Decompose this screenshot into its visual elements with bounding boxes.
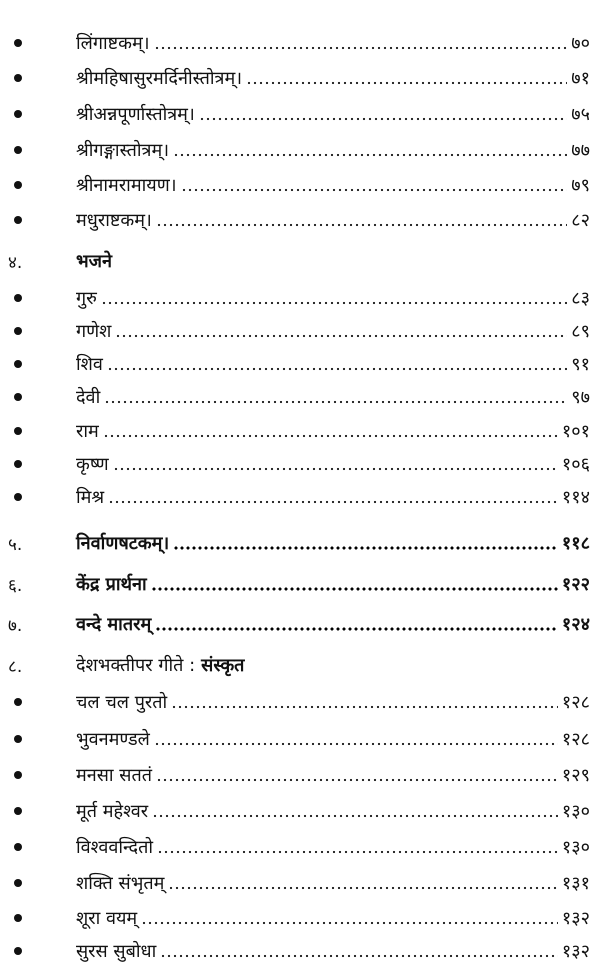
entry-page: ७५ <box>571 104 590 125</box>
entry-page: ८३ <box>571 288 590 309</box>
entry-title: शक्ति संभृतम् <box>76 873 165 894</box>
toc-entry[interactable] <box>0 722 600 756</box>
bullet-icon <box>14 393 22 401</box>
leader-dots <box>160 954 558 958</box>
bullet-icon <box>14 914 22 922</box>
entry-page: १०६ <box>561 454 590 475</box>
section-number: ५. <box>8 534 23 555</box>
leader-dots <box>154 742 558 746</box>
entry-title: श्रीमहिषासुरमर्दिनीस्तोत्रम्। <box>76 68 243 89</box>
entry-page: १२४ <box>561 614 590 635</box>
section-title: वन्दे मातरम् <box>76 614 152 635</box>
section-title: निर्वाणषटकम्। <box>76 533 170 554</box>
leader-dots <box>115 334 567 338</box>
entry-title: कृष्ण <box>76 454 109 475</box>
bullet-icon <box>14 947 22 955</box>
toc-entry[interactable] <box>0 934 600 968</box>
toc-entry[interactable] <box>0 203 600 237</box>
entry-page: १२९ <box>561 765 590 786</box>
toc-entry-section-7[interactable] <box>0 607 600 641</box>
toc-entry[interactable] <box>0 380 600 414</box>
leader-dots <box>113 467 558 471</box>
leader-dots <box>246 81 567 85</box>
leader-dots <box>101 301 567 305</box>
entry-page: ७९ <box>571 175 590 196</box>
leader-dots <box>108 500 558 504</box>
toc-entry-section-6[interactable] <box>0 567 600 601</box>
entry-title: राम <box>76 421 99 442</box>
section-number: ८. <box>8 656 23 677</box>
bullet-icon <box>14 216 22 224</box>
section-title: भजने <box>76 251 112 272</box>
entry-title: शूरा वयम् <box>76 908 138 929</box>
toc-entry[interactable] <box>0 314 600 348</box>
leader-dots <box>151 587 558 591</box>
toc-entry[interactable] <box>0 61 600 95</box>
entry-title: देवी <box>76 387 101 408</box>
entry-page: १३१ <box>561 873 590 894</box>
leader-dots <box>155 627 558 631</box>
toc-entry[interactable] <box>0 866 600 900</box>
toc-entry[interactable] <box>0 414 600 448</box>
entry-title: मूर्त महेश्वर <box>76 801 149 822</box>
toc-entry[interactable] <box>0 168 600 202</box>
toc-entry[interactable] <box>0 901 600 935</box>
bullet-icon <box>14 294 22 302</box>
entry-title: शिव <box>76 354 103 375</box>
entry-page: ८९ <box>571 321 590 342</box>
leader-dots <box>173 153 567 157</box>
entry-page: ७० <box>571 33 590 54</box>
bullet-icon <box>14 735 22 743</box>
leader-dots <box>171 705 558 709</box>
section-title: केंद्र प्रार्थना <box>76 574 147 595</box>
leader-dots <box>156 778 558 782</box>
section-heading-4 <box>0 244 600 278</box>
entry-title: भुवनमण्डले <box>76 729 150 750</box>
entry-page: १२२ <box>561 574 590 595</box>
bullet-icon <box>14 110 22 118</box>
entry-page: ८२ <box>571 210 590 231</box>
entry-page: ७७ <box>571 140 590 161</box>
entry-page: १३२ <box>561 941 590 962</box>
entry-page: १३० <box>561 837 590 858</box>
bullet-icon <box>14 74 22 82</box>
entry-title: श्रीनामरामायण। <box>76 175 177 196</box>
toc-entry-section-5[interactable] <box>0 526 600 560</box>
entry-page: ७१ <box>571 68 590 89</box>
bullet-icon <box>14 146 22 154</box>
leader-dots <box>157 850 558 854</box>
leader-dots <box>181 188 568 192</box>
toc-entry[interactable] <box>0 97 600 131</box>
toc-entry[interactable] <box>0 480 600 514</box>
leader-dots <box>103 434 558 438</box>
toc-entry[interactable] <box>0 26 600 60</box>
leader-dots <box>156 223 567 227</box>
entry-title: लिंगाष्टकम्। <box>76 33 150 54</box>
bullet-icon <box>14 460 22 468</box>
toc-entry[interactable] <box>0 133 600 167</box>
entry-page: ११४ <box>561 487 590 508</box>
leader-dots <box>107 367 567 371</box>
entry-title: मधुराष्टकम्। <box>76 210 152 231</box>
bullet-icon <box>14 879 22 887</box>
entry-title: श्रीअन्नपूर्णास्तोत्रम्। <box>76 104 195 125</box>
entry-page: १३० <box>561 801 590 822</box>
section-number: ६. <box>8 575 23 596</box>
entry-title: सुरस सुबोधा <box>76 941 157 962</box>
entry-title: मनसा सततं <box>76 765 152 786</box>
bullet-icon <box>14 843 22 851</box>
bullet-icon <box>14 493 22 501</box>
bullet-icon <box>14 698 22 706</box>
entry-title: विश्ववन्दितो <box>76 837 154 858</box>
entry-title: चल चल पुरतो <box>76 692 168 713</box>
toc-entry[interactable] <box>0 447 600 481</box>
toc-entry[interactable] <box>0 347 600 381</box>
bullet-icon <box>14 181 22 189</box>
toc-entry[interactable] <box>0 794 600 828</box>
toc-entry[interactable] <box>0 685 600 719</box>
entry-title: गुरु <box>76 288 97 309</box>
bullet-icon <box>14 327 22 335</box>
leader-dots <box>168 886 558 890</box>
section-language: संस्कृत <box>201 655 245 676</box>
leader-dots <box>141 921 558 925</box>
section-heading-8 <box>0 648 600 682</box>
leader-dots <box>104 400 567 404</box>
entry-page: ११८ <box>561 533 590 554</box>
section-title: देशभक्तीपर गीते : <box>76 655 196 676</box>
leader-dots <box>173 546 558 550</box>
section-number: ७. <box>8 615 23 636</box>
leader-dots <box>199 117 568 121</box>
entry-title: श्रीगङ्गास्तोत्रम्। <box>76 140 170 161</box>
entry-title: गणेश <box>76 321 112 342</box>
section-number: ४. <box>8 252 23 273</box>
bullet-icon <box>14 427 22 435</box>
entry-page: ९७ <box>571 387 590 408</box>
entry-page: १३२ <box>561 908 590 929</box>
toc-entry[interactable] <box>0 758 600 792</box>
bullet-icon <box>14 39 22 47</box>
entry-page: १२८ <box>561 729 590 750</box>
leader-dots <box>154 46 568 50</box>
entry-page: ९१ <box>571 354 590 375</box>
toc-entry[interactable] <box>0 830 600 864</box>
leader-dots <box>152 814 558 818</box>
bullet-icon <box>14 807 22 815</box>
entry-title: मिश्र <box>76 487 105 508</box>
entry-page: १२८ <box>561 692 590 713</box>
bullet-icon <box>14 771 22 779</box>
toc-entry[interactable] <box>0 281 600 315</box>
bullet-icon <box>14 360 22 368</box>
entry-page: १०१ <box>561 421 590 442</box>
